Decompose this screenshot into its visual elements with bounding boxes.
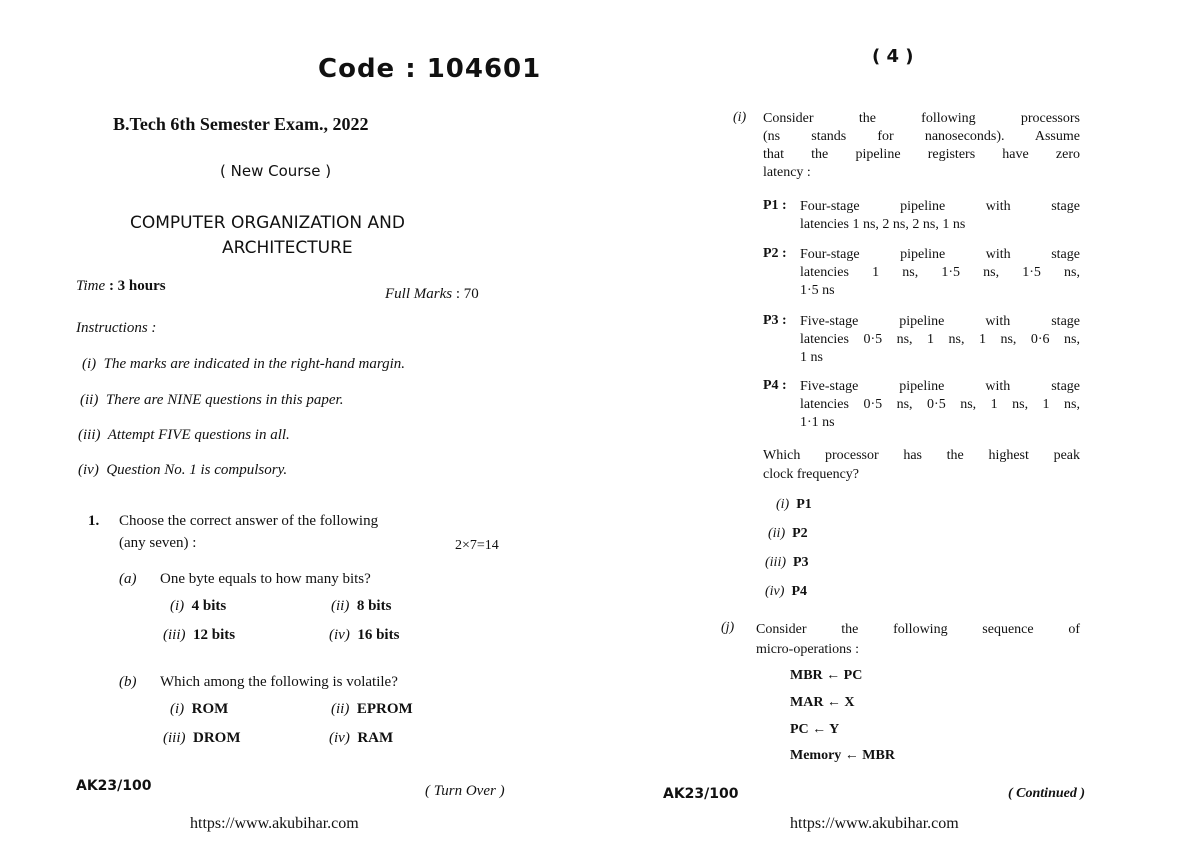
- question-prompt: [763, 446, 1080, 484]
- text-line: 1·5 ns: [800, 283, 835, 298]
- option-num: (ii): [768, 526, 786, 541]
- option-num: (iv): [329, 627, 350, 643]
- processor-name: P2 :: [763, 246, 787, 261]
- marks-info: [385, 286, 479, 303]
- micro-op: MAR ← X: [790, 695, 855, 710]
- text-line: Four-stage pipeline with stage: [800, 247, 1080, 262]
- footer-code: AK23/100: [663, 786, 739, 802]
- marks-label: Full Marks: [385, 286, 453, 302]
- option: [329, 627, 399, 644]
- option-text: 16 bits: [357, 627, 400, 643]
- instruction-item: [78, 427, 290, 444]
- processor-desc: [800, 378, 1080, 432]
- option-num: (iii): [163, 627, 186, 643]
- footer-note: ( Continued ): [1008, 786, 1086, 801]
- option: [765, 555, 809, 571]
- instruction-num: (iv): [78, 462, 99, 478]
- question-text: (any seven) :: [119, 535, 197, 551]
- footer-note: ( Turn Over ): [425, 783, 505, 799]
- instruction-item: [82, 356, 405, 373]
- paper-code: Code : 104601: [318, 54, 542, 84]
- instruction-num: (ii): [80, 392, 99, 408]
- option-text: EPROM: [356, 701, 413, 717]
- subquestion-text: Which among the following is volatile?: [160, 674, 398, 690]
- text-line: Five-stage pipeline with stage: [800, 379, 1080, 394]
- instruction-text: The marks are indicated in the right-hand margin.: [103, 356, 406, 372]
- subquestion-text: [763, 110, 1080, 182]
- option-num: (i): [776, 497, 790, 512]
- marks-value: : 70: [455, 286, 479, 302]
- processor-name: P4 :: [763, 378, 787, 393]
- option: [768, 526, 808, 542]
- option-text: P1: [796, 497, 812, 512]
- option-num: (i): [170, 701, 185, 717]
- option-text: 12 bits: [193, 627, 236, 643]
- text-line: that the pipeline registers have zero: [763, 147, 1080, 162]
- text-line: clock frequency?: [763, 467, 859, 482]
- right-page: [600, 0, 1200, 849]
- option-text: ROM: [191, 701, 229, 717]
- subquestion-label: (a): [119, 571, 137, 587]
- subquestion-label: (i): [733, 110, 747, 125]
- subject-line-2: ARCHITECTURE: [222, 238, 353, 258]
- text-line: latencies 0·5 ns, 1 ns, 1 ns, 0·6 ns,: [800, 332, 1080, 347]
- option: [170, 701, 228, 718]
- instruction-item: [80, 392, 343, 409]
- option: [163, 730, 241, 747]
- micro-op: PC ← Y: [790, 722, 840, 737]
- text-line: Five-stage pipeline with stage: [800, 314, 1080, 329]
- instruction-text: Attempt FIVE questions in all.: [107, 427, 290, 443]
- text-line: latencies 1 ns, 2 ns, 2 ns, 1 ns: [800, 217, 966, 232]
- option: [329, 730, 393, 747]
- text-line: Four-stage pipeline with stage: [800, 199, 1080, 214]
- time-label: Time: [76, 278, 106, 294]
- text-line: Which processor has the highest peak: [763, 448, 1080, 463]
- option-text: 4 bits: [191, 598, 227, 614]
- option-text: P2: [792, 526, 808, 541]
- option-text: 8 bits: [356, 598, 392, 614]
- text-line: 1 ns: [800, 350, 823, 365]
- time-value: : 3 hours: [108, 278, 166, 294]
- option: [331, 598, 391, 615]
- option: [163, 627, 235, 644]
- subquestion-text: [756, 620, 1080, 660]
- question-text: Choose the correct answer of the following: [119, 513, 379, 529]
- processor-desc: [800, 313, 1080, 367]
- question-number: 1.: [88, 513, 100, 529]
- micro-op: Memory ← MBR: [790, 748, 895, 763]
- processor-desc: [800, 246, 1080, 300]
- subquestion-label: (j): [721, 620, 735, 635]
- processor-name: P1 :: [763, 198, 787, 213]
- option-num: (ii): [331, 701, 350, 717]
- exam-title: B.Tech 6th Semester Exam., 2022: [113, 114, 369, 134]
- instruction-item: [78, 462, 287, 479]
- option-text: P3: [793, 555, 809, 570]
- instruction-num: (iii): [78, 427, 101, 443]
- source-url: https://www.akubihar.com: [790, 815, 959, 832]
- option-num: (ii): [331, 598, 350, 614]
- option-text: P4: [791, 584, 807, 599]
- option-num: (iii): [163, 730, 186, 746]
- text-line: latency :: [763, 165, 811, 180]
- text-line: Consider the following processors: [763, 111, 1080, 126]
- subject-line-1: COMPUTER ORGANIZATION AND: [130, 213, 405, 233]
- course-type: ( New Course ): [220, 162, 332, 180]
- processor-desc: [800, 198, 1080, 234]
- option-num: (iii): [765, 555, 786, 570]
- instruction-text: There are NINE questions in this paper.: [105, 392, 344, 408]
- subquestion-label: (b): [119, 674, 137, 690]
- option-num: (iv): [765, 584, 785, 599]
- option: [331, 701, 413, 718]
- source-url: https://www.akubihar.com: [190, 815, 359, 832]
- question-marks: 2×7=14: [455, 538, 499, 553]
- text-line: 1·1 ns: [800, 415, 835, 430]
- option: [776, 497, 812, 513]
- time-info: [76, 278, 166, 295]
- text-line: Consider the following sequence of: [756, 622, 1080, 637]
- instruction-num: (i): [82, 356, 97, 372]
- text-line: latencies 0·5 ns, 0·5 ns, 1 ns, 1 ns,: [800, 397, 1080, 412]
- option-num: (i): [170, 598, 185, 614]
- option: [765, 584, 807, 600]
- processor-name: P3 :: [763, 313, 787, 328]
- option-text: RAM: [357, 730, 394, 746]
- option: [170, 598, 226, 615]
- footer-code: AK23/100: [76, 778, 152, 794]
- instructions-title: Instructions :: [76, 320, 157, 336]
- micro-op: MBR ← PC: [790, 668, 863, 683]
- subquestion-text: One byte equals to how many bits?: [160, 571, 371, 587]
- text-line: (ns stands for nanoseconds). Assume: [763, 129, 1080, 144]
- option-num: (iv): [329, 730, 350, 746]
- page-number: ( 4 ): [872, 46, 914, 67]
- option-text: DROM: [193, 730, 241, 746]
- text-line: latencies 1 ns, 1·5 ns, 1·5 ns,: [800, 265, 1080, 280]
- text-line: micro-operations :: [756, 642, 860, 657]
- instruction-text: Question No. 1 is compulsory.: [106, 462, 288, 478]
